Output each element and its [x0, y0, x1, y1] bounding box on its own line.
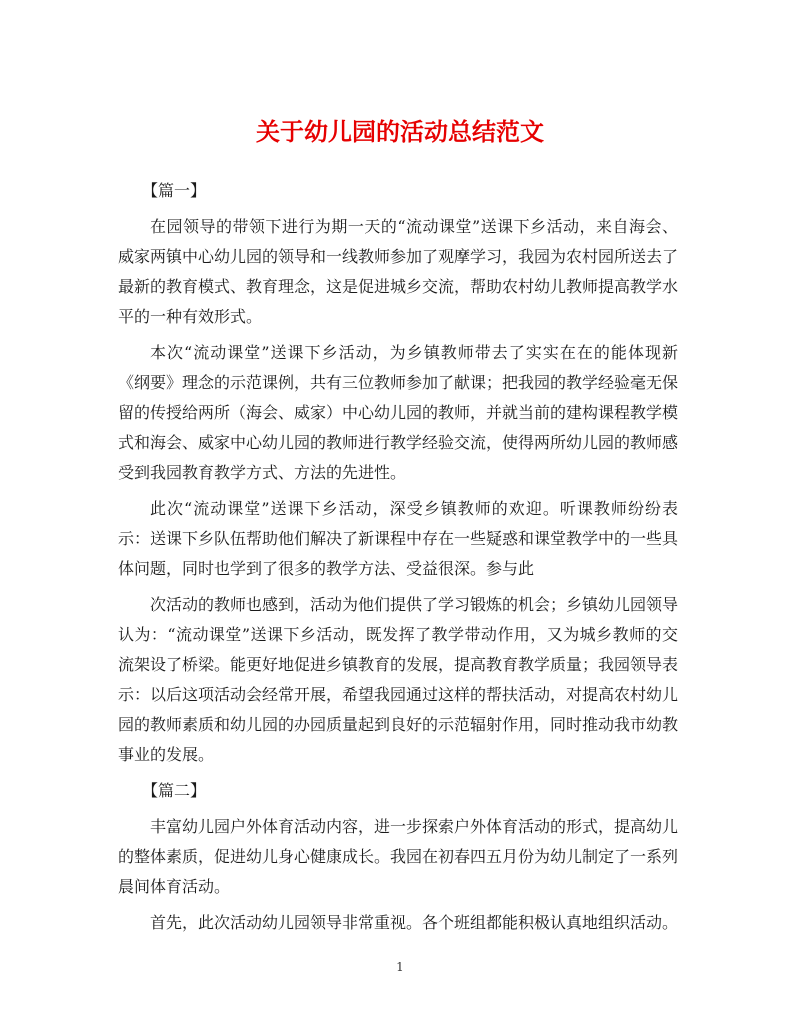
paragraph: 丰富幼儿园户外体育活动内容，进一步探索户外体育活动的形式，提高幼儿的整体素质，促进幼儿身心健康成长。我园在初春四五月份为幼儿制定了一系列晨间体育活动。 [118, 817, 679, 896]
paragraph: 本次“流动课堂”送课下乡活动，为乡镇教师带去了实实在在的能体现新《纲要》理念的示范课例，共有三位教师参加了献课；把我园的教学经验毫无保留的传授给两所（海会、威家）中心幼儿园的教师，并就当前的建构课程教学模式和海会、威家中心幼儿园的教师进行教学经验交流，使得两所幼儿园的教师感受到我园教育教学方式、方法的先进性。 [118, 343, 679, 482]
document-title: 关于幼儿园的活动总结范文 [256, 117, 544, 146]
document-body [118, 176, 678, 944]
section-heading: 【篇一】 [142, 181, 207, 200]
paragraph: 次活动的教师也感到，活动为他们提供了学习锻炼的机会；乡镇幼儿园领导认为：“流动课堂”送课下乡活动，既发挥了教学带动作用，又为城乡教师的交流架设了桥梁。能更好地促进乡镇教育的发展，提高教育教学质量；我园领导表示：以后这项活动会经常开展，希望我园通过这样的帮扶活动，对提高农村幼儿园的教师素质和幼儿园的办园质量起到良好的示范辐射作用，同时推动我市幼教事业的发展。 [118, 595, 679, 764]
section-heading: 【篇二】 [142, 781, 207, 800]
paragraph: 此次“流动课堂”送课下乡活动，深受乡镇教师的欢迎。听课教师纷纷表示：送课下乡队伍帮助他们解决了新课程中存在一些疑惑和课堂教学中的一些具体问题，同时也学到了很多的教学方法、受益很深。参与此 [118, 499, 679, 578]
paragraph: 在园领导的带领下进行为期一天的“流动课堂”送课下乡活动，来自海会、威家两镇中心幼儿园的领导和一线教师参加了观摩学习，我园为农村园所送去了最新的教育模式、教育理念，这是促进城乡交流，帮助农村幼儿教师提高教学水平的一种有效形式。 [118, 217, 679, 326]
page-number: 1 [396, 960, 404, 974]
paragraph: 首先，此次活动幼儿园领导非常重视。各个班组都能积极认真地组织活动。 [150, 913, 679, 932]
